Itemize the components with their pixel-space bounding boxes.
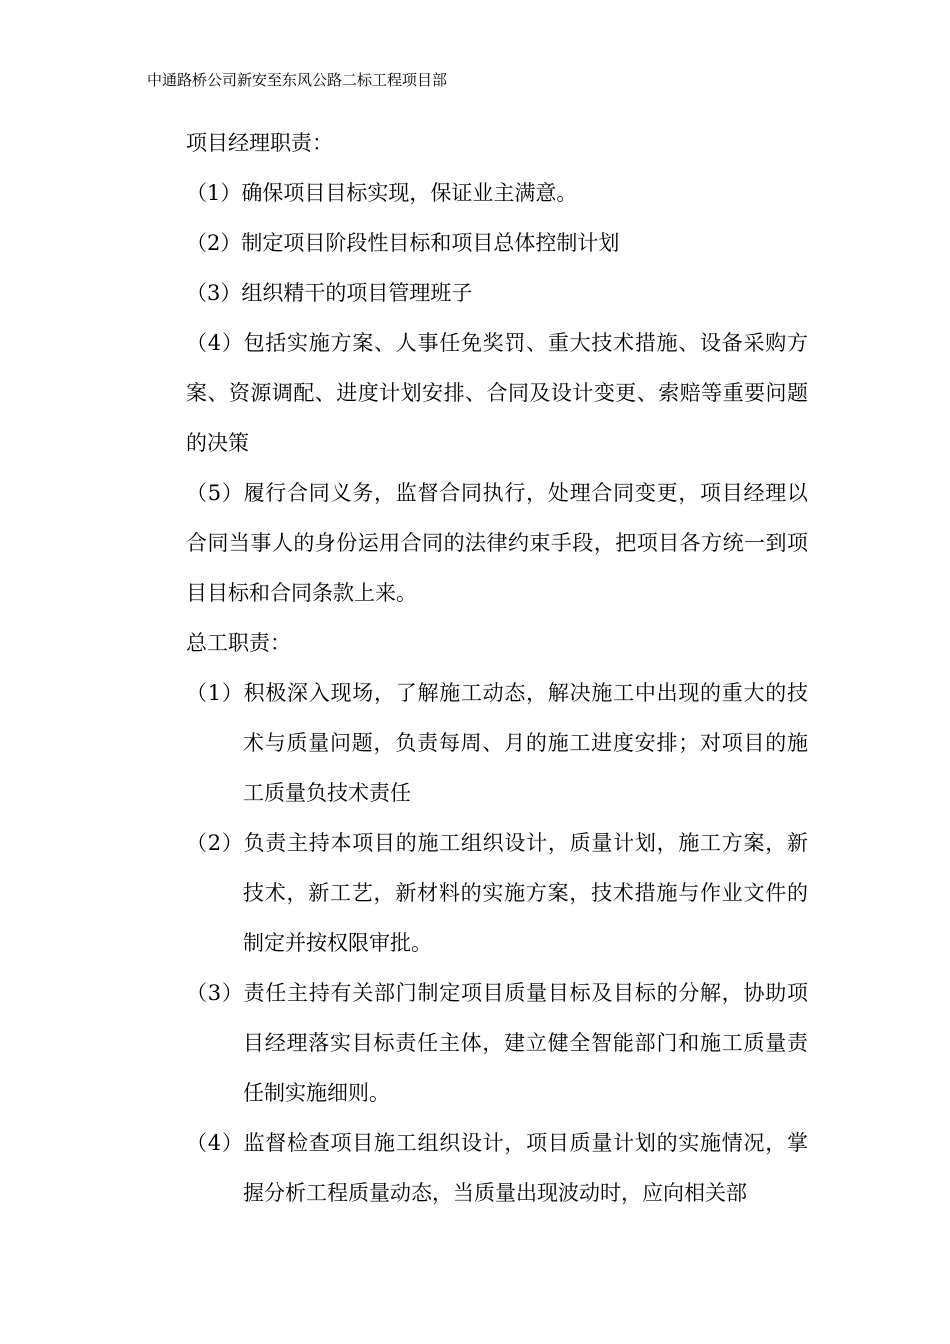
duty-item: （1）积极深入现场，了解施工动态，解决施工中出现的重大的技术与质量问题，负责每周、月的施工进度安排；对项目的施工质量负技术责任 <box>186 681 808 805</box>
duty-item: （3）责任主持有关部门制定项目质量目标及目标的分解，协助项目经理落实目标责任主体，建立健全智能部门和施工质量责任制实施细则。 <box>186 981 808 1105</box>
duty-item: （3）组织精干的项目管理班子 <box>186 281 473 305</box>
page-header: 中通路桥公司新安至东风公路二标工程项目部 <box>147 71 448 89</box>
duty-item: （4）包括实施方案、人事任免奖罚、重大技术措施、设备采购方案、资源调配、进度计划安排、合同及设计变更、索赔等重要问题的决策 <box>186 331 808 455</box>
duty-item: （5）履行合同义务，监督合同执行，处理合同变更，项目经理以合同当事人的身份运用合同的法律约束手段，把项目各方统一到项目目标和合同条款上来。 <box>186 481 808 605</box>
duty-item: （1）确保项目目标实现，保证业主满意。 <box>186 181 578 205</box>
document-body <box>186 118 808 1218</box>
duty-item: （2）制定项目阶段性目标和项目总体控制计划 <box>186 231 620 255</box>
duty-item: （2）负责主持本项目的施工组织设计，质量计划，施工方案，新技术，新工艺，新材料的实施方案，技术措施与作业文件的制定并按权限审批。 <box>186 831 808 955</box>
section-title-chief-engineer: 总工职责： <box>186 631 291 655</box>
duty-item: （4）监督检查项目施工组织设计，项目质量计划的实施情况，掌握分析工程质量动态，当质量出现波动时，应向相关部 <box>186 1131 808 1205</box>
section-title-project-manager: 项目经理职责： <box>186 131 333 155</box>
